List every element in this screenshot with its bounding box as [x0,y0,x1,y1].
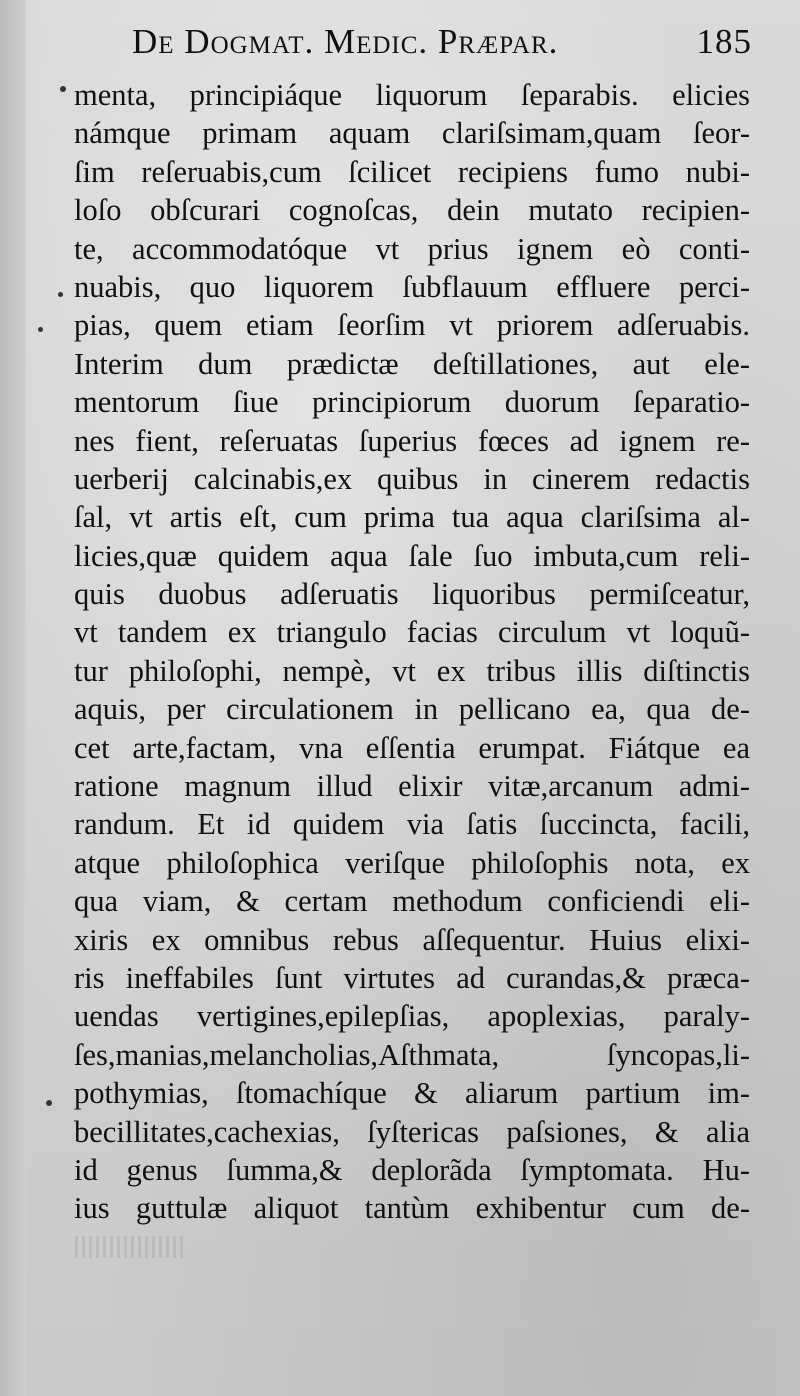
text-line: id genus ſumma,& deplorãda ſymptomata. Hu- [74,1152,750,1187]
text-line: tur philoſophi, nempè, vt ex tribus illis diſtinctis [74,653,750,688]
text-line: ſim reſeruabis,cum ſcilicet recipiens fumo nubi- [74,154,750,189]
text-line: quis duobus adſeruatis liquoribus permiſceatur, [74,577,750,612]
text-line: cet arte,factam, vna eſſentia erumpat. Fiátque ea [74,730,750,765]
text-line: uendas vertigines,epilepſias, apoplexias, paraly- [74,999,750,1034]
text-line: ius guttulæ aliquot tantùm exhibentur cum de- [74,1191,750,1226]
text-line: xiris ex omnibus rebus aſſequentur. Huius elixi- [74,922,750,957]
text-line: becillitates,cachexias, ſyſtericas paſsiones, & alia [74,1114,750,1149]
text-line: aquis, per circulationem in pellicano ea, qua de- [74,692,750,727]
text-line: ris ineffabiles ſunt virtutes ad curandas,& præca- [74,960,750,995]
ink-speck [60,86,66,92]
text-line: qua viam, & certam methodum conficiendi eli- [74,884,750,919]
text-line: nuabis, quo liquorem ſubflauum effluere perci- [74,269,750,304]
text-line: vt tandem ex triangulo facias circulum vt loquũ- [74,615,750,650]
text-line: licies,quæ quidem aqua ſale ſuo imbuta,cum reli- [74,538,750,573]
page-gutter-edge [0,0,26,1396]
text-line: pothymias, ſtomachíque & aliarum partium im- [74,1076,750,1111]
text-line: loſo obſcurari cognoſcas, dein mutato recipien- [74,193,750,228]
body-text [74,76,750,1228]
text-line: ſes,manias,melancholias,Aſthmata, ſyncopas,li- [74,1037,750,1072]
ink-speck [38,327,43,332]
running-head [132,22,752,66]
ink-speck [46,1100,52,1106]
text-line: mentorum ſiue principiorum duorum ſeparatio- [74,385,750,420]
text-line: Interim dum prædictæ deſtillationes, aut ele- [74,346,750,381]
text-line: uerberij calcinabis,ex quibus in cinerem redactis [74,461,750,496]
text-line: te, accommodatóque vt prius ignem eò conti- [74,231,750,266]
text-line: pias, quem etiam ſeorſim vt priorem adſeruabis. [74,308,750,343]
page-number: 185 [696,22,752,61]
running-title: De Dogmat. Medic. Præpar. [132,22,559,61]
text-line: ſal, vt artis eſt, cum prima tua aqua clariſsima al- [74,500,750,535]
bleed-through-mark [75,1236,185,1258]
text-line: atque philoſophica veriſque philoſophis nota, ex [74,845,750,880]
text-line: nes fient, reſeruatas ſuperius fœces ad ignem re- [74,423,750,458]
text-line: randum. Et id quidem via ſatis ſuccincta, facili, [74,807,750,842]
ink-speck [58,292,63,297]
text-line: ratione magnum illud elixir vitæ,arcanum admi- [74,769,750,804]
text-line: námque primam aquam clariſsimam,quam ſeor- [74,116,750,151]
text-line: menta, principiáque liquorum ſeparabis. elicies [74,78,750,112]
